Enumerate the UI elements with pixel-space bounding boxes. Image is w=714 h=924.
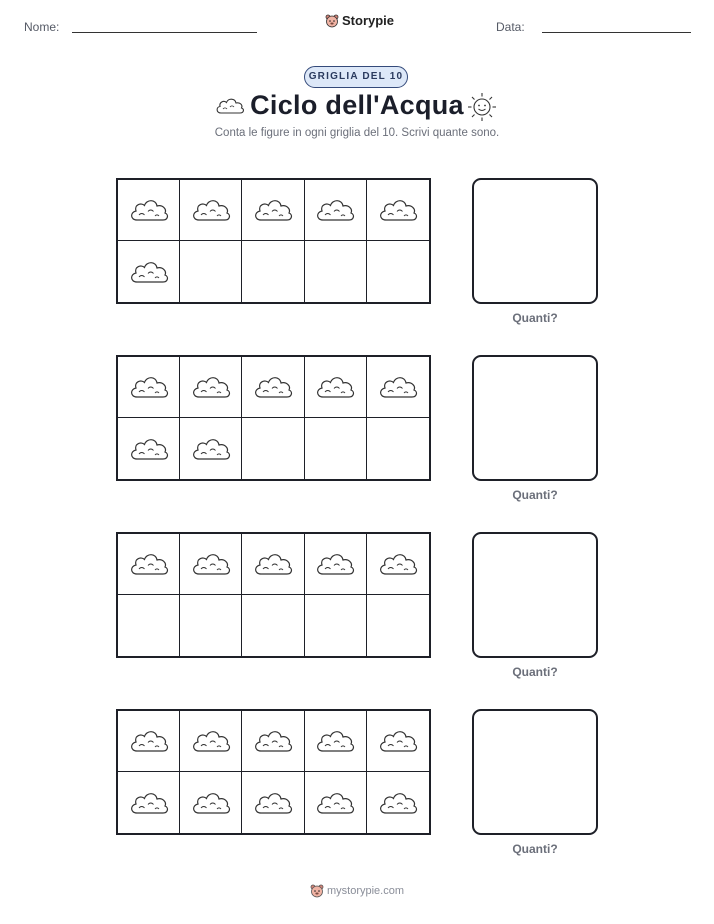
cloud-icon (252, 549, 294, 579)
cloud-icon (190, 372, 232, 402)
ten-frame-cell (242, 534, 304, 595)
ten-frame-cell (367, 595, 429, 656)
ten-frame-cell (242, 241, 304, 302)
ten-frame-cell (118, 595, 180, 656)
cloud-icon (252, 372, 294, 402)
cloud-icon (314, 726, 356, 756)
ten-frame-cell (118, 534, 180, 595)
ten-frame-cell (118, 711, 180, 772)
ten-frame-cell (118, 357, 180, 418)
ten-frame-cell (242, 180, 304, 241)
instructions: Conta le figure in ogni griglia del 10. Scrivi quante sono. (214, 127, 500, 139)
cloud-icon (252, 788, 294, 818)
cloud-icon (128, 434, 170, 464)
cloud-icon (377, 549, 419, 579)
ten-frame-cell (118, 180, 180, 241)
date-line[interactable] (542, 32, 691, 33)
answer-box[interactable] (472, 178, 598, 304)
ten-frame-cell (305, 357, 367, 418)
worksheet-type-badge: GRIGLIA DEL 10 (304, 66, 408, 88)
ten-frame-cell (180, 772, 242, 833)
name-line[interactable] (72, 32, 257, 33)
cloud-icon (314, 788, 356, 818)
cloud-icon (190, 434, 232, 464)
cloud-icon (314, 549, 356, 579)
brand-name: Storypie (342, 13, 395, 28)
ten-frame-cell (367, 241, 429, 302)
cloud-icon (314, 372, 356, 402)
ten-frame (116, 532, 431, 658)
answer-label: Quanti? (512, 665, 558, 679)
cloud-icon (128, 549, 170, 579)
answer-label: Quanti? (512, 488, 558, 502)
date-label: Data: (496, 20, 525, 34)
cloud-icon (252, 726, 294, 756)
cloud-icon (377, 726, 419, 756)
cloud-icon (190, 549, 232, 579)
ten-frame-cell (180, 180, 242, 241)
ten-frame (116, 355, 431, 481)
ten-frame-cell (367, 418, 429, 479)
ten-frame-cell (367, 357, 429, 418)
ten-frame-cell (242, 357, 304, 418)
cloud-icon (190, 195, 232, 225)
ten-frame-cell (242, 711, 304, 772)
answer-box[interactable] (472, 532, 598, 658)
cloud-icon (314, 195, 356, 225)
cloud-icon (377, 195, 419, 225)
ten-frame-cell (305, 595, 367, 656)
cloud-icon (128, 257, 170, 287)
ten-frame-cell (180, 534, 242, 595)
cloud-icon (128, 788, 170, 818)
ten-frame-cell (367, 534, 429, 595)
name-label: Nome: (24, 20, 60, 34)
ten-frame-cell (118, 418, 180, 479)
cloud-icon (128, 726, 170, 756)
cloud-icon (377, 372, 419, 402)
sun-icon (466, 91, 498, 123)
ten-frame-cell (305, 772, 367, 833)
cloud-icon (190, 726, 232, 756)
ten-frame-cell (367, 772, 429, 833)
ten-frame-cell (180, 711, 242, 772)
footer (310, 884, 404, 898)
cloud-icon (377, 788, 419, 818)
ten-frame-cell (305, 241, 367, 302)
footer-url: mystorypie.com (327, 885, 405, 897)
page-title: Ciclo dell'Acqua (250, 90, 464, 120)
answer-box[interactable] (472, 709, 598, 835)
ten-frame-cell (305, 711, 367, 772)
ten-frame-cell (367, 711, 429, 772)
ten-frame-cell (242, 595, 304, 656)
bear-icon (310, 884, 324, 898)
ten-frame (116, 178, 431, 304)
ten-frame-cell (180, 241, 242, 302)
ten-frame-cell (242, 418, 304, 479)
ten-frame-cell (118, 241, 180, 302)
answer-label: Quanti? (512, 311, 558, 325)
ten-frame-cell (180, 418, 242, 479)
ten-frame-cell (180, 357, 242, 418)
cloud-icon (252, 195, 294, 225)
brand-logo (325, 13, 394, 28)
ten-frame-cell (305, 534, 367, 595)
cloud-icon (190, 788, 232, 818)
ten-frame-cell (242, 772, 304, 833)
ten-frame (116, 709, 431, 835)
answer-label: Quanti? (512, 842, 558, 856)
ten-frame-cell (118, 772, 180, 833)
cloud-icon (128, 195, 170, 225)
ten-frame-cell (305, 418, 367, 479)
cloud-icon (128, 372, 170, 402)
answer-box[interactable] (472, 355, 598, 481)
ten-frame-cell (180, 595, 242, 656)
ten-frame-cell (367, 180, 429, 241)
bear-icon (325, 14, 339, 28)
ten-frame-cell (305, 180, 367, 241)
